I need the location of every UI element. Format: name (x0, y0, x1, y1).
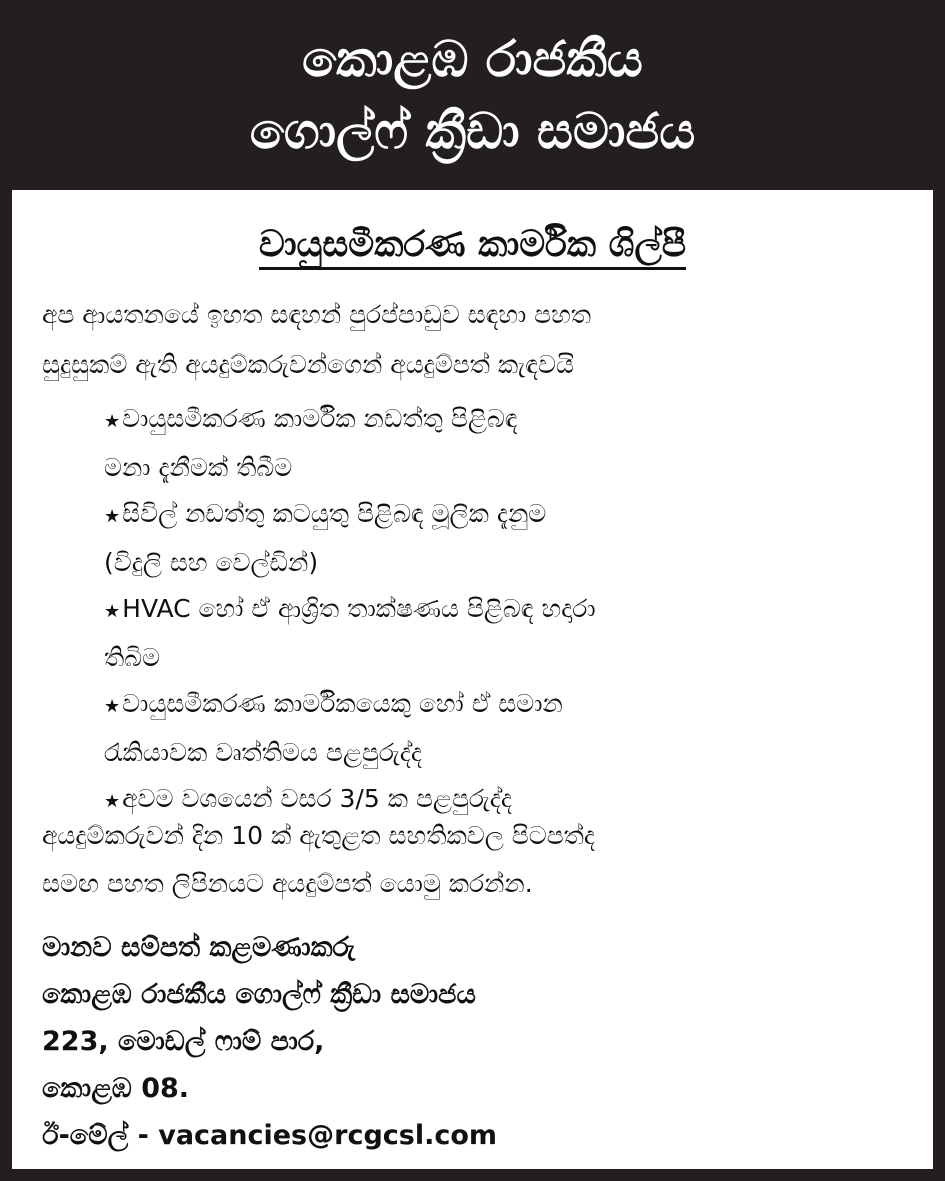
requirement-line: වායුසමීකරණ කාර්මිකයෙකු හෝ ඒ සමාන (122, 689, 563, 718)
email-row (42, 1112, 912, 1159)
address-line-4: කොළඹ 08. (42, 1073, 190, 1104)
star-icon: ★ (104, 791, 121, 812)
requirement-item (104, 396, 894, 491)
requirement-line: තිබිම (104, 643, 161, 672)
contact-address (42, 924, 912, 1159)
intro-paragraph (42, 290, 912, 390)
vacancy-title-text: වායුසමීකරණ කාර්මික ශිල්පී (259, 224, 686, 270)
star-icon: ★ (104, 411, 121, 432)
closing-line-1: අයදුම්කරුවන් දින 10 ක් ඇතුළත සහතිකවල පිටපත්ද (42, 821, 596, 850)
requirement-line: වායුසමීකරණ කාර්මික නඩත්තු පිළිබඳ (122, 404, 518, 433)
content-panel (12, 190, 933, 1169)
closing-paragraph (42, 812, 912, 908)
requirement-line: මනා දැනීමක් තිබීම (104, 453, 293, 482)
email-label: ඊ-මේල් - (42, 1120, 159, 1151)
requirement-item (104, 681, 894, 776)
intro-line-2: සුදුසුකම් ඇති අයදුම්කරුවන්ගෙන් අයදුම්පත් කැඳවයි (42, 350, 574, 379)
vacancy-title (12, 220, 933, 270)
star-icon: ★ (104, 696, 121, 717)
requirements-list (104, 396, 894, 825)
address-line-1: මානව සම්පත් කළමණාකරු (42, 932, 356, 963)
star-icon: ★ (104, 506, 121, 527)
header-banner (0, 0, 945, 190)
requirement-line: රැකියාවක වෘත්තිමය පළපුරුද්ද (104, 738, 422, 767)
star-icon: ★ (104, 601, 121, 622)
club-name-line-2: ගොල්ෆ් ක්‍රීඩා සමාජය (249, 102, 696, 160)
requirement-line: HVAC හෝ ඒ ආශ්‍රිත තාක්ෂණය පිළිබඳ හදාරා (122, 594, 596, 623)
requirement-item (104, 491, 894, 586)
requirement-line: සිවිල් නඩත්තු කටයුතු පිළිබඳ මූලික දැනුම (122, 499, 547, 528)
email-address: vacancies@rcgcsl.com (158, 1120, 498, 1151)
address-line-2: කොළඹ රාජකීය ගොල්ෆ් ක්‍රීඩා සමාජය (42, 979, 476, 1010)
address-line-3: 223, මොඩල් ෆාම් පාර, (42, 1026, 325, 1057)
requirement-item (104, 586, 894, 681)
requirement-line: අවම වශයෙන් වසර 3/5 ක පළපුරුද්ද (122, 784, 512, 813)
intro-line-1: අප ආයතනයේ ඉහත සඳහන් පුරප්පාඩුව සඳහා පහත (42, 300, 592, 329)
requirement-line: (විදුලි සහ වෙල්ඩින්) (104, 548, 319, 577)
closing-line-2: සමඟ පහත ලිපිනයට අයදුම්පත් යොමු කරන්න. (42, 869, 533, 898)
club-name-line-1: කොළඹ රාජකීය (302, 30, 643, 88)
